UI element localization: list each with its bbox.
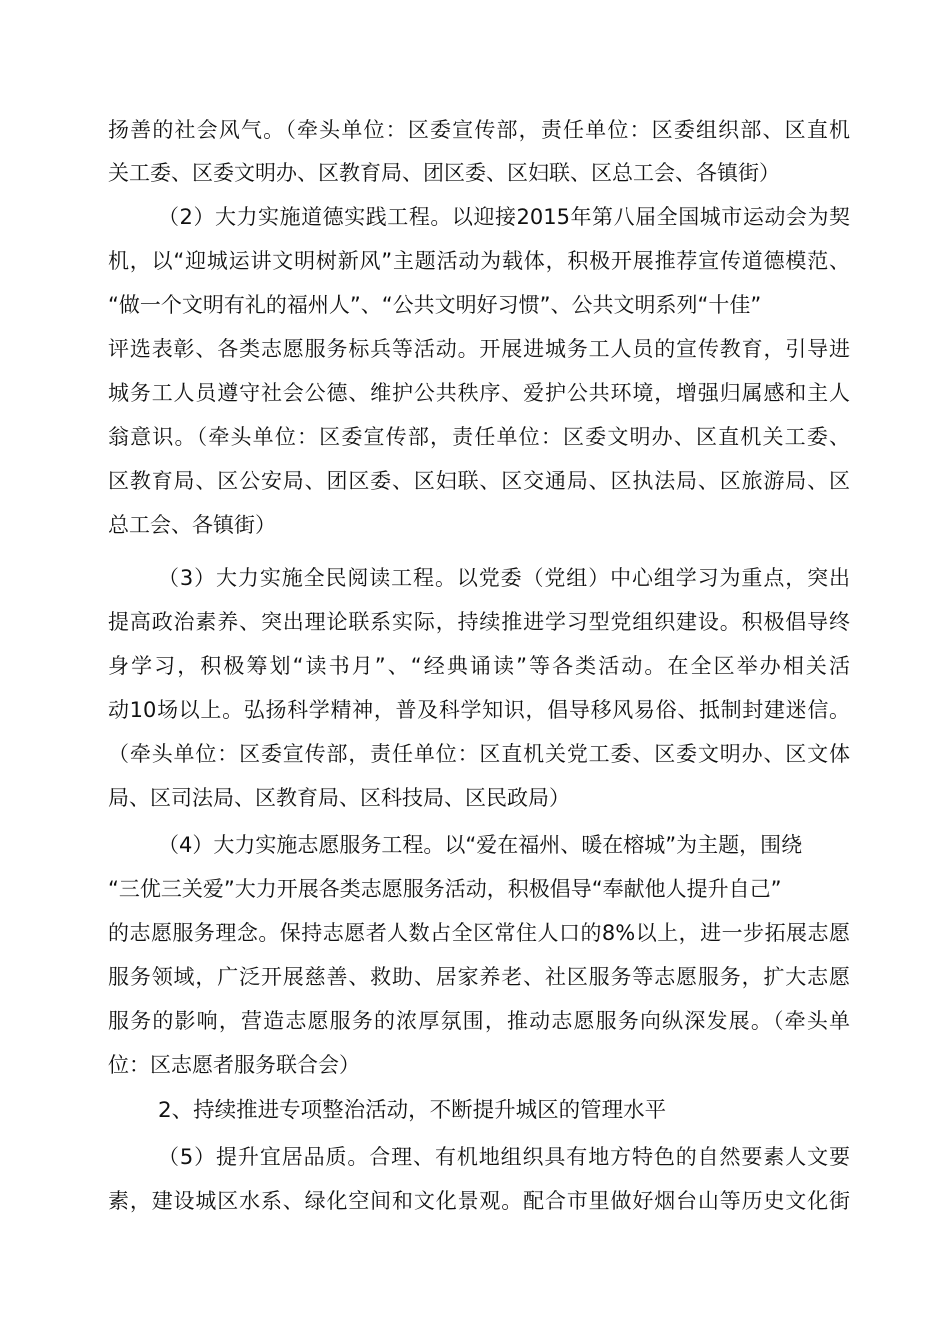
text-line-13: 身学习，积极筹划“读书月”、“经典诵读”等各类活动。在全区举办相关活 [108, 654, 850, 678]
text-line-1: 扬善的社会风气。（牵头单位：区委宣传部，责任单位：区委组织部、区直机 [108, 118, 850, 142]
text-line-9: 区教育局、区公安局、团区委、区妇联、区交通局、区执法局、区旅游局、区 [108, 469, 850, 493]
text-line-25: 素，建设城区水系、绿化空间和文化景观。配合市里做好烟台山等历史文化街 [108, 1189, 850, 1213]
text-line-8: 翁意识。（牵头单位：区委宣传部，责任单位：区委文明办、区直机关工委、 [108, 425, 850, 449]
text-line-19: 的志愿服务理念。保持志愿者人数占全区常住人口的8%以上，进一步拓展志愿 [108, 921, 850, 945]
text-line-6: 评选表彰、各类志愿服务标兵等活动。开展进城务工人员的宣传教育，引导进 [108, 337, 850, 361]
text-line-15: （牵头单位：区委宣传部，责任单位：区直机关党工委、区委文明办、区文体 [108, 742, 850, 766]
paragraph-5-start: （5）提升宜居品质。合理、有机地组织具有地方特色的自然要素人文要 [158, 1145, 850, 1169]
paragraph-3-start: （3）大力实施全民阅读工程。以党委（党组）中心组学习为重点，突出 [158, 566, 850, 590]
text-line-18: “三优三关爱”大力开展各类志愿服务活动，积极倡导“奉献他人提升自己” [108, 877, 782, 901]
text-line-21: 服务的影响，营造志愿服务的浓厚氛围，推动志愿服务向纵深发展。（牵头单 [108, 1009, 850, 1033]
text-line-22: 位：区志愿者服务联合会） [108, 1053, 360, 1077]
text-line-12: 提高政治素养、突出理论联系实际，持续推进学习型党组织建设。积极倡导终 [108, 610, 850, 634]
text-line-14: 动10场以上。弘扬科学精神，普及科学知识，倡导移风易俗、抵制封建迷信。 [108, 698, 850, 722]
text-line-2: 关工委、区委文明办、区教育局、团区委、区妇联、区总工会、各镇街） [108, 161, 780, 185]
text-line-10: 总工会、各镇街） [108, 513, 276, 537]
paragraph-2-start: （2）大力实施道德实践工程。以迎接2015年第八届全国城市运动会为契 [158, 205, 850, 229]
text-line-5: “做一个文明有礼的福州人”、“公共文明好习惯”、公共文明系列“十佳” [108, 293, 762, 317]
section-heading: 2、持续推进专项整治活动，不断提升城区的管理水平 [158, 1098, 667, 1123]
text-line-16: 局、区司法局、区教育局、区科技局、区民政局） [108, 786, 570, 810]
paragraph-4-start: （4）大力实施志愿服务工程。以“爱在福州、暖在榕城”为主题，围绕 [158, 833, 803, 857]
text-line-7: 城务工人员遵守社会公德、维护公共秩序、爱护公共环境，增强归属感和主人 [108, 381, 850, 405]
text-line-4: 机，以“迎城运讲文明树新风”主题活动为载体，积极开展推荐宣传道德模范、 [108, 249, 850, 273]
text-line-20: 服务领域，广泛开展慈善、救助、居家养老、社区服务等志愿服务，扩大志愿 [108, 965, 850, 989]
